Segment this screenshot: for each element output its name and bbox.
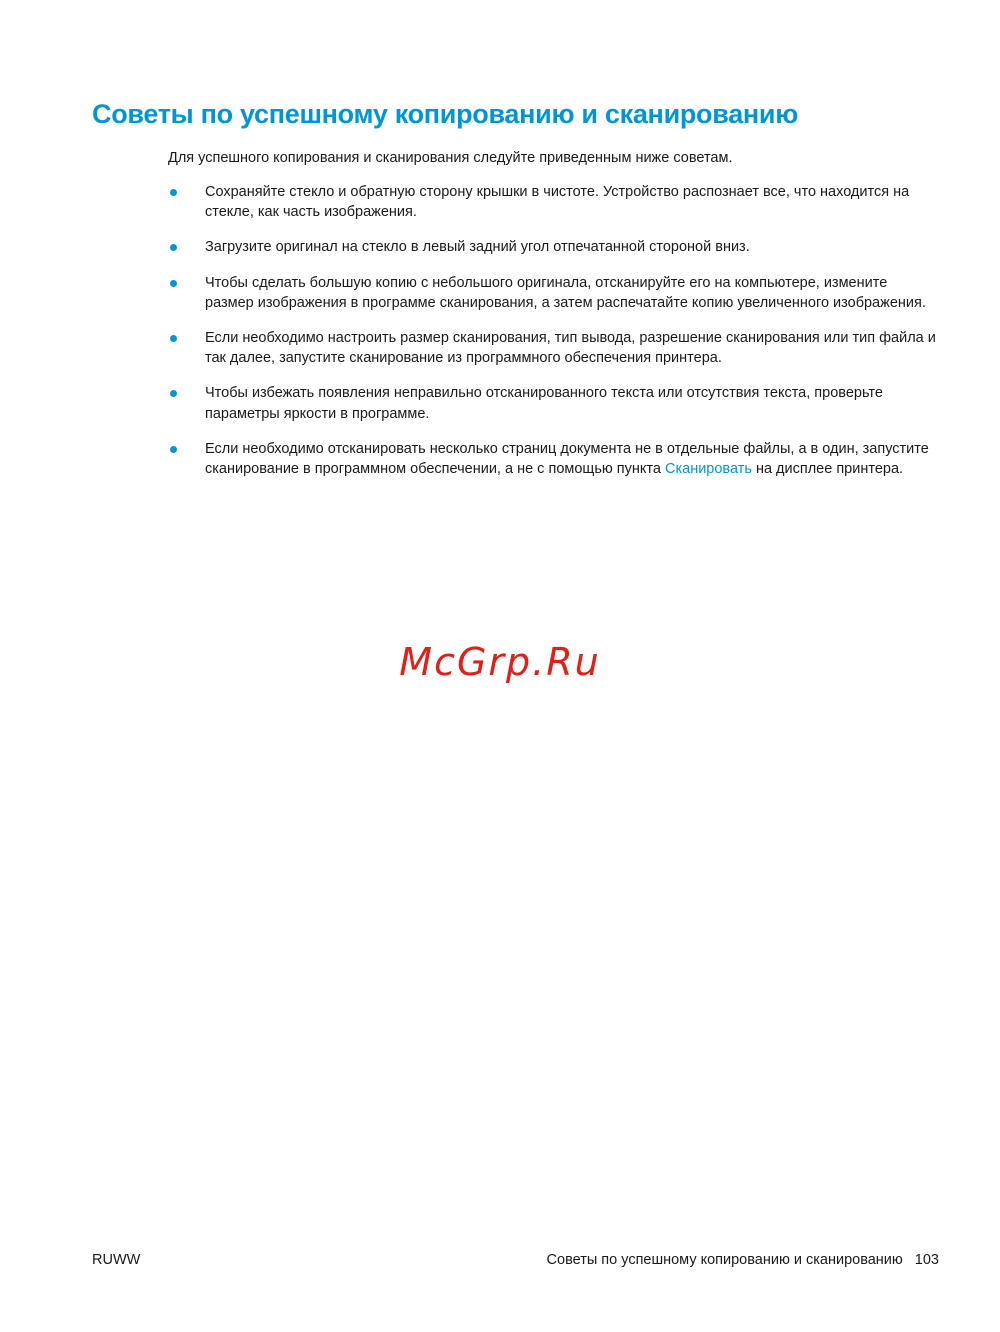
list-item: [168, 439, 938, 479]
scan-menu-link[interactable]: Сканировать: [665, 461, 752, 478]
intro-paragraph: Для успешного копирования и сканирования следуйте приведенным ниже советам.: [168, 150, 733, 166]
tip-text: Чтобы избежать появления неправильно отсканированного текста или отсутствия текста, проверьте параметры яркости в программе.: [205, 385, 883, 422]
bullet-icon: [170, 280, 177, 287]
watermark: McGrp.Ru: [399, 640, 601, 684]
page-title: Советы по успешному копированию и сканированию: [92, 99, 798, 129]
footer-section-title: Советы по успешному копированию и сканированию: [546, 1252, 903, 1268]
tips-list: [168, 182, 938, 494]
bullet-icon: [170, 446, 177, 453]
list-item: [168, 328, 938, 368]
list-item: [168, 237, 938, 257]
bullet-icon: [170, 189, 177, 196]
list-item: [168, 383, 938, 423]
tip-text-before-link: Если необходимо отсканировать несколько страниц документа не в отдельные файлы, а в один, запустите сканирование в программном обеспечении, а не с помощью пункта: [205, 440, 929, 478]
tip-text: Если необходимо настроить размер сканирования, тип вывода, разрешение сканирования или тип файла и так далее, запустите сканирование из программного обеспечения принтера.: [205, 330, 936, 367]
footer-locale: RUWW: [92, 1252, 141, 1268]
tip-text: [205, 439, 938, 479]
bullet-icon: [170, 335, 177, 342]
tip-text: Чтобы сделать большую копию с небольшого оригинала, отсканируйте его на компьютере, измените размер изображения в программе сканирования, а затем распечатайте копию увеличенного изображения.: [205, 274, 926, 311]
list-item: [168, 182, 938, 222]
list-item: [168, 273, 938, 313]
footer-section: [547, 1252, 939, 1268]
bullet-icon: [170, 390, 177, 397]
bullet-icon: [170, 244, 177, 251]
tip-text: Сохраняйте стекло и обратную сторону крышки в чистоте. Устройство распознает все, что находится на стекле, как часть изображения.: [205, 184, 910, 221]
page-number: 103: [914, 1252, 939, 1268]
tip-text: Загрузите оригинал на стекло в левый задний угол отпечатанной стороной вниз.: [205, 239, 750, 256]
tip-text-after-link: на дисплее принтера.: [751, 461, 904, 478]
